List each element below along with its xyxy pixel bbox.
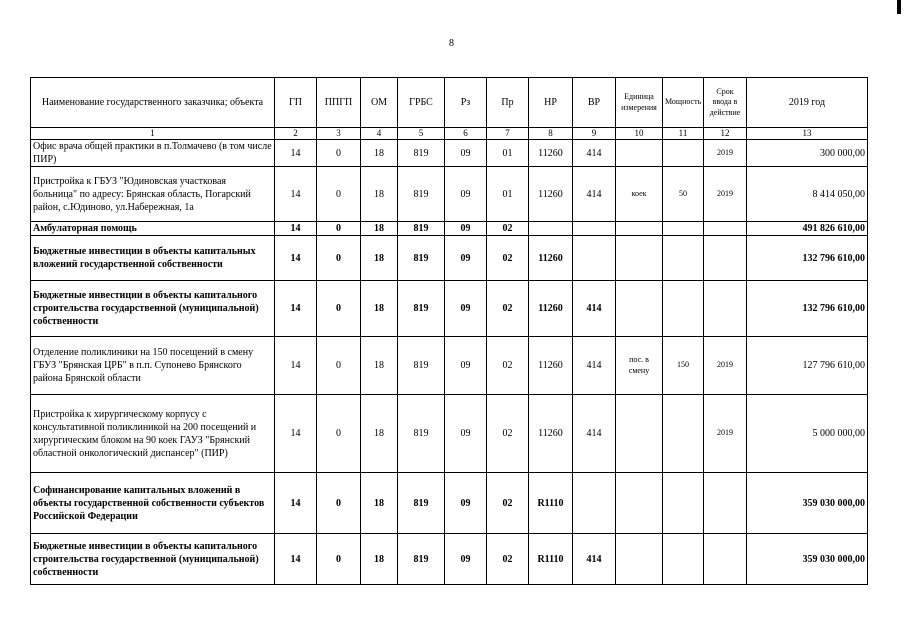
row-name: Софинансирование капитальных вложений в объекты государственной собственности субъектов Российской Федерации [31,473,275,534]
cell-ppgp: 0 [317,222,361,236]
cell-om: 18 [361,337,398,395]
cell-nr [529,222,573,236]
table-row [31,281,868,337]
cell-gp: 14 [275,140,317,167]
cell-term [704,222,747,236]
cell-amount: 491 826 610,00 [747,222,868,236]
row-name: Отделение поликлиники на 150 посещений в смену ГБУЗ "Брянская ЦРБ" в п.п. Супонево Брянского района Брянской области [31,337,275,395]
cell-amount: 132 796 610,00 [747,236,868,281]
cell-om: 18 [361,534,398,585]
cell-unit [616,534,663,585]
cell-om: 18 [361,222,398,236]
cell-unit [616,395,663,473]
cell-power: 150 [663,337,704,395]
header-vr: ВР [573,78,616,128]
table-row [31,473,868,534]
cell-gp: 14 [275,337,317,395]
cell-rz: 09 [445,473,487,534]
table-row [31,167,868,222]
cell-gp: 14 [275,222,317,236]
cell-vr: 414 [573,140,616,167]
column-number: 6 [445,128,487,140]
header-nr: НР [529,78,573,128]
cell-gp: 14 [275,167,317,222]
cell-rz: 09 [445,534,487,585]
cell-unit [616,236,663,281]
header-grbs: ГРБС [398,78,445,128]
cell-vr: 414 [573,337,616,395]
cell-grbs: 819 [398,236,445,281]
cell-term [704,534,747,585]
page-number: 8 [449,38,454,49]
row-name: Пристройка к ГБУЗ "Юдиновская участковая больница" по адресу: Брянская область, Погарский район, с.Юдиново, ул.Набережная, 1а [31,167,275,222]
cell-ppgp: 0 [317,167,361,222]
cell-ppgp: 0 [317,140,361,167]
header-unit: Единица измерения [616,78,663,128]
cell-pr: 02 [487,534,529,585]
column-number: 3 [317,128,361,140]
cell-term: 2019 [704,167,747,222]
cell-grbs: 819 [398,534,445,585]
header-year: 2019 год [747,78,868,128]
cell-power [663,395,704,473]
header-power: Мощность [663,78,704,128]
cell-om: 18 [361,473,398,534]
cell-amount: 127 796 610,00 [747,337,868,395]
column-number: 9 [573,128,616,140]
header-name: Наименование государственного заказчика; объекта [31,78,275,128]
scan-edge-mark [897,0,901,14]
cell-pr: 02 [487,236,529,281]
header-rz: Рз [445,78,487,128]
cell-ppgp: 0 [317,473,361,534]
cell-power: 50 [663,167,704,222]
cell-nr: 11260 [529,395,573,473]
cell-unit [616,222,663,236]
cell-om: 18 [361,236,398,281]
cell-amount: 132 796 610,00 [747,281,868,337]
cell-power [663,473,704,534]
cell-gp: 14 [275,281,317,337]
cell-pr: 01 [487,140,529,167]
cell-vr: 414 [573,395,616,473]
table-row [31,534,868,585]
cell-unit [616,473,663,534]
cell-amount: 300 000,00 [747,140,868,167]
table-row [31,395,868,473]
cell-amount: 359 030 000,00 [747,534,868,585]
cell-nr: R1110 [529,534,573,585]
column-number: 2 [275,128,317,140]
cell-grbs: 819 [398,395,445,473]
cell-pr: 02 [487,222,529,236]
cell-term [704,473,747,534]
cell-power [663,534,704,585]
column-number: 11 [663,128,704,140]
row-name: Офис врача общей практики в п.Толмачево (в том числе ПИР) [31,140,275,167]
cell-term: 2019 [704,337,747,395]
cell-rz: 09 [445,140,487,167]
cell-nr: 11260 [529,337,573,395]
cell-grbs: 819 [398,140,445,167]
cell-pr: 02 [487,337,529,395]
cell-om: 18 [361,281,398,337]
cell-rz: 09 [445,281,487,337]
cell-vr: 414 [573,534,616,585]
cell-grbs: 819 [398,473,445,534]
cell-pr: 02 [487,395,529,473]
cell-rz: 09 [445,167,487,222]
cell-nr: 11260 [529,140,573,167]
cell-amount: 5 000 000,00 [747,395,868,473]
cell-nr: 11260 [529,236,573,281]
cell-rz: 09 [445,236,487,281]
table-row [31,140,868,167]
cell-vr [573,236,616,281]
column-number: 10 [616,128,663,140]
cell-unit [616,140,663,167]
cell-ppgp: 0 [317,395,361,473]
column-number: 1 [31,128,275,140]
header-row [31,78,868,128]
cell-vr: 414 [573,281,616,337]
cell-nr: 11260 [529,167,573,222]
column-number: 5 [398,128,445,140]
table-row [31,337,868,395]
column-number: 7 [487,128,529,140]
cell-ppgp: 0 [317,337,361,395]
cell-vr [573,473,616,534]
cell-rz: 09 [445,337,487,395]
header-term: Срок ввода в действие [704,78,747,128]
cell-vr: 414 [573,167,616,222]
column-number: 8 [529,128,573,140]
cell-grbs: 819 [398,167,445,222]
cell-amount: 359 030 000,00 [747,473,868,534]
cell-amount: 8 414 050,00 [747,167,868,222]
cell-unit: коек [616,167,663,222]
row-name: Амбулаторная помощь [31,222,275,236]
cell-power [663,236,704,281]
cell-pr: 02 [487,281,529,337]
cell-term: 2019 [704,395,747,473]
cell-rz: 09 [445,222,487,236]
cell-om: 18 [361,395,398,473]
table-row [31,222,868,236]
cell-pr: 02 [487,473,529,534]
cell-grbs: 819 [398,337,445,395]
cell-nr: R1110 [529,473,573,534]
row-name: Бюджетные инвестиции в объекты капитального строительства государственной (муниципальной) собственности [31,534,275,585]
cell-power [663,281,704,337]
header-ppgp: ППГП [317,78,361,128]
cell-term [704,236,747,281]
header-om: ОМ [361,78,398,128]
row-name: Бюджетные инвестиции в объекты капитальных вложений государственной собственности [31,236,275,281]
cell-ppgp: 0 [317,281,361,337]
cell-term: 2019 [704,140,747,167]
column-number: 13 [747,128,868,140]
cell-gp: 14 [275,534,317,585]
cell-nr: 11260 [529,281,573,337]
cell-ppgp: 0 [317,534,361,585]
cell-grbs: 819 [398,222,445,236]
cell-om: 18 [361,140,398,167]
cell-rz: 09 [445,395,487,473]
cell-power [663,140,704,167]
row-name: Бюджетные инвестиции в объекты капитального строительства государственной (муниципальной) собственности [31,281,275,337]
cell-ppgp: 0 [317,236,361,281]
cell-vr [573,222,616,236]
cell-unit [616,281,663,337]
cell-power [663,222,704,236]
header-pr: Пр [487,78,529,128]
cell-grbs: 819 [398,281,445,337]
cell-term [704,281,747,337]
cell-om: 18 [361,167,398,222]
header-gp: ГП [275,78,317,128]
column-number: 4 [361,128,398,140]
budget-table [30,77,868,585]
column-numbers-row [31,128,868,140]
cell-unit: пос. в смену [616,337,663,395]
cell-pr: 01 [487,167,529,222]
table-row [31,236,868,281]
cell-gp: 14 [275,236,317,281]
row-name: Пристройка к хирургическому корпусу с консультативной поликлиникой на 200 посещений и хирургическим блоком на 90 коек ГАУЗ "Брянский областной онкологический диспансер" (ПИР) [31,395,275,473]
cell-gp: 14 [275,473,317,534]
column-number: 12 [704,128,747,140]
cell-gp: 14 [275,395,317,473]
